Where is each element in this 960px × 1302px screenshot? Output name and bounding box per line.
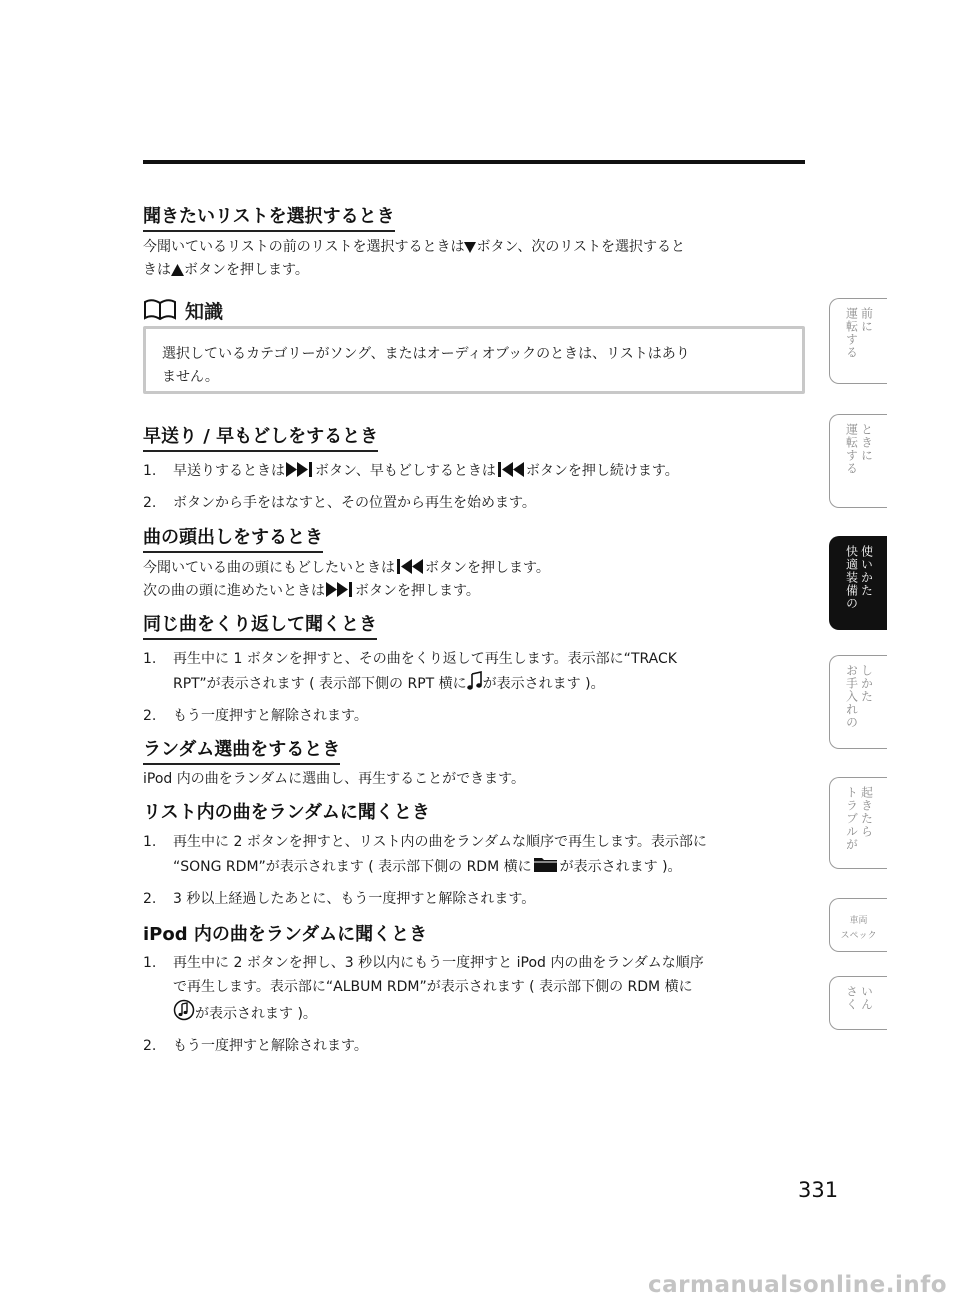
tab-label: さく: [844, 985, 859, 1011]
skip-back-icon: [395, 558, 425, 575]
text-segment: が表示されます )。: [195, 1006, 317, 1022]
text-segment: ボタン、早もどしするときは: [315, 463, 496, 479]
item-number: 2.: [143, 891, 157, 907]
tab-index[interactable]: [829, 976, 887, 1030]
item-number: 2.: [143, 495, 157, 511]
music-note-icon: [467, 671, 483, 691]
heading-random: ランダム選曲をするとき: [143, 739, 340, 765]
folder-icon: [532, 854, 560, 874]
knowledge-title: 知識: [185, 300, 224, 323]
random-text: iPod 内の曲をランダムに選曲し、再生することができます。: [143, 771, 526, 787]
text-segment: ボタンから手をはなすと、その位置から再生を始めます。: [173, 495, 536, 511]
tab-maintenance[interactable]: [829, 655, 887, 749]
item-number: 1.: [143, 651, 157, 667]
knowledge-box: [143, 326, 805, 394]
tab-label: 運転する: [844, 423, 859, 475]
tab-label: 前に: [859, 307, 874, 333]
text-segment: 再生中に 1 ボタンを押すと、その曲をくり返して再生します。表示部に“TRACK: [173, 651, 677, 667]
text-segment: 早送りするときは: [173, 463, 285, 479]
text-segment: ボタン、次のリストを選択すると: [476, 239, 686, 255]
text-segment: で再生します。表示部に“ALBUM RDM”が表示されます ( 表示部下側の RDM 横に: [173, 979, 693, 995]
heading-head-of-song: 曲の頭出しをするとき: [143, 527, 323, 553]
tab-troubleshooting[interactable]: [829, 777, 887, 869]
text-segment: 再生中に 2 ボタンを押すと、リスト内の曲をランダムな順序で再生します。表示部に: [173, 834, 707, 850]
heading-ffrew: 早送り / 早もどしをするとき: [143, 426, 378, 452]
text-segment: ボタンを押します。: [425, 560, 550, 576]
list-item: [143, 459, 813, 483]
tab-label: スペック: [840, 931, 877, 941]
text-segment: ボタンを押し続けます。: [525, 463, 679, 479]
disc-note-icon: [173, 999, 195, 1021]
item-number: 1.: [143, 955, 157, 971]
top-rule: [143, 160, 805, 164]
knowledge-header: [143, 296, 223, 324]
tab-label: 車両: [849, 916, 868, 926]
heading-repeat: 同じ曲をくり返して聞くとき: [143, 614, 377, 640]
tab-label: しかた: [859, 664, 874, 703]
heading-random-list: リスト内の曲をランダムに聞くとき: [143, 802, 430, 823]
tab-before-driving[interactable]: [829, 298, 887, 384]
tab-while-driving[interactable]: [829, 414, 887, 508]
watermark: carmanualsonline.info: [648, 1272, 948, 1298]
head-of-song-text: [143, 557, 550, 603]
list-item: [143, 830, 813, 879]
ffrew-list: [143, 459, 813, 523]
tab-comfort-features[interactable]: [829, 536, 887, 630]
text-segment: 再生中に 2 ボタンを押し、3 秒以内にもう一度押すと iPod 内の曲をランダムな順序: [173, 955, 704, 971]
item-number: 2.: [143, 708, 157, 724]
skip-back-icon: [496, 461, 526, 478]
random-ipod-list: [143, 951, 813, 1066]
repeat-list: [143, 647, 813, 736]
text-segment: 次の曲の頭に進めたいときは: [143, 583, 325, 599]
list-item: [143, 1034, 813, 1058]
list-item: [143, 491, 813, 515]
skip-forward-icon: [285, 461, 315, 478]
item-number: 1.: [143, 463, 157, 479]
knowledge-line: ません。: [162, 369, 219, 385]
text-segment: が表示されます )。: [482, 676, 605, 692]
text-segment: が表示されます )。: [559, 859, 682, 875]
list-item: [143, 951, 813, 1026]
open-book-icon: [143, 298, 177, 322]
up-triangle-icon: [171, 263, 184, 277]
list-select-text: [143, 236, 685, 282]
tab-label: トラブルが: [844, 786, 859, 851]
text-segment: 今聞いている曲の頭にもどしたいときは: [143, 560, 395, 576]
tab-vehicle-specs[interactable]: [829, 898, 887, 952]
text-segment: 3 秒以上経過したあとに、もう一度押すと解除されます。: [173, 891, 536, 907]
list-item: [143, 647, 813, 696]
tab-label: お手入れの: [844, 664, 859, 729]
text-segment: RPT”が表示されます ( 表示部下側の RPT 横に: [173, 676, 467, 692]
text-segment: きは: [143, 262, 171, 278]
random-list-list: [143, 830, 813, 919]
tab-label: 運転する: [844, 307, 859, 359]
text-segment: ボタンを押します。: [355, 583, 480, 599]
knowledge-line: 選択しているカテゴリーがソング、またはオーディオブックのときは、リストはあり: [162, 346, 690, 362]
item-number: 2.: [143, 1038, 157, 1054]
text-segment: もう一度押すと解除されます。: [173, 708, 368, 724]
list-item: [143, 704, 813, 728]
tab-label: 使いかた: [859, 545, 874, 597]
heading-random-ipod: iPod 内の曲をランダムに聞くとき: [143, 924, 428, 945]
item-number: 1.: [143, 834, 157, 850]
text-segment: もう一度押すと解除されます。: [173, 1038, 368, 1054]
tab-label: 快適装備の: [844, 545, 859, 610]
text-segment: “SONG RDM”が表示されます ( 表示部下側の RDM 横に: [173, 859, 532, 875]
page-number: 331: [798, 1178, 839, 1202]
text-segment: ボタンを押します。: [184, 262, 309, 278]
heading-list-select: 聞きたいリストを選択するとき: [143, 206, 395, 232]
tab-label: ときに: [859, 423, 874, 462]
tab-label: いん: [859, 985, 874, 1011]
text-segment: 今聞いているリストの前のリストを選択するときは: [143, 239, 465, 255]
list-item: [143, 887, 813, 911]
tab-label: 起きたら: [859, 786, 874, 838]
down-triangle-icon: [464, 240, 476, 254]
skip-forward-icon: [325, 581, 355, 598]
